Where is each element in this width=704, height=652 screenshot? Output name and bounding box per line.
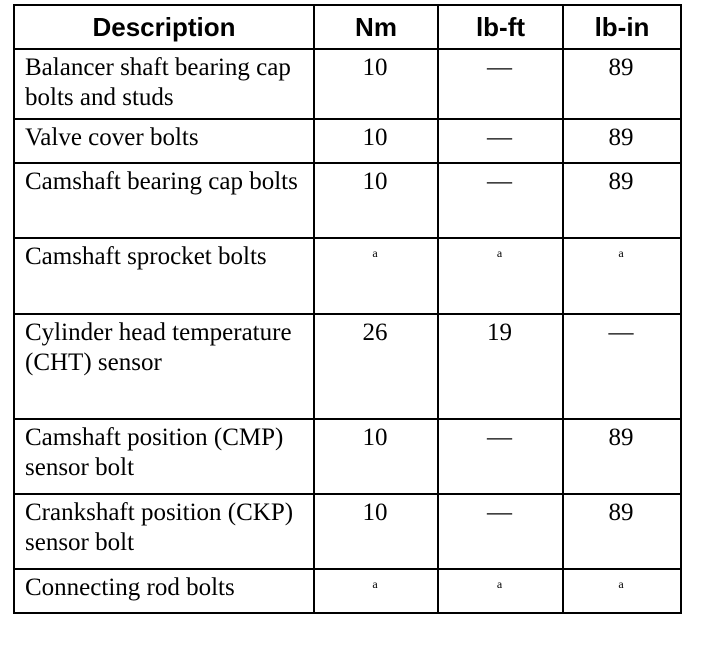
lbft-cell: 19 — [438, 314, 563, 419]
footnote-marker: a — [372, 577, 378, 591]
description-cell: Balancer shaft bearing cap bolts and studs — [14, 49, 314, 119]
table-row — [14, 49, 681, 119]
lbin-cell: 89 — [563, 494, 681, 569]
footnote-marker: a — [372, 246, 378, 260]
lbft-cell: — — [438, 163, 563, 238]
table-row — [14, 569, 681, 613]
table-row — [14, 238, 681, 314]
nm-cell: 10 — [314, 419, 438, 494]
table-row — [14, 314, 681, 419]
footnote-marker: a — [496, 577, 503, 591]
lbin-cell: — — [563, 314, 681, 419]
lbin-cell: 89 — [563, 163, 681, 238]
nm-cell: 10 — [314, 163, 438, 238]
table-row — [14, 494, 681, 569]
description-cell: Cylinder head temperature (CHT) sensor — [14, 314, 314, 419]
nm-cell: 10 — [314, 119, 438, 163]
lbin-cell: 89 — [563, 49, 681, 119]
nm-cell: 10 — [314, 49, 438, 119]
lbft-cell: — — [438, 49, 563, 119]
lbft-cell: — — [438, 119, 563, 163]
table-row — [14, 119, 681, 163]
header-description: Description — [14, 5, 314, 49]
footnote-marker: a — [618, 577, 624, 591]
footnote-marker: a — [618, 246, 624, 260]
lbft-cell — [438, 238, 563, 314]
description-cell: Connecting rod bolts — [14, 569, 314, 613]
table-row — [14, 163, 681, 238]
lbin-cell: 89 — [563, 119, 681, 163]
lbft-cell: — — [438, 419, 563, 494]
nm-cell — [314, 238, 438, 314]
header-lbin: lb-in — [563, 5, 681, 49]
nm-cell — [314, 569, 438, 613]
lbin-cell — [563, 238, 681, 314]
description-cell: Camshaft position (CMP) sensor bolt — [14, 419, 314, 494]
description-cell: Camshaft bearing cap bolts — [14, 163, 314, 238]
lbin-cell — [563, 569, 681, 613]
lbft-cell: — — [438, 494, 563, 569]
description-cell: Crankshaft position (CKP) sensor bolt — [14, 494, 314, 569]
header-row — [14, 5, 681, 49]
table-row — [14, 419, 681, 494]
header-nm: Nm — [314, 5, 438, 49]
footnote-marker: a — [496, 246, 503, 260]
torque-spec-table — [13, 4, 682, 614]
nm-cell: 26 — [314, 314, 438, 419]
header-lbft: lb-ft — [438, 5, 563, 49]
lbin-cell: 89 — [563, 419, 681, 494]
lbft-cell — [438, 569, 563, 613]
nm-cell: 10 — [314, 494, 438, 569]
description-cell: Camshaft sprocket bolts — [14, 238, 314, 314]
description-cell: Valve cover bolts — [14, 119, 314, 163]
